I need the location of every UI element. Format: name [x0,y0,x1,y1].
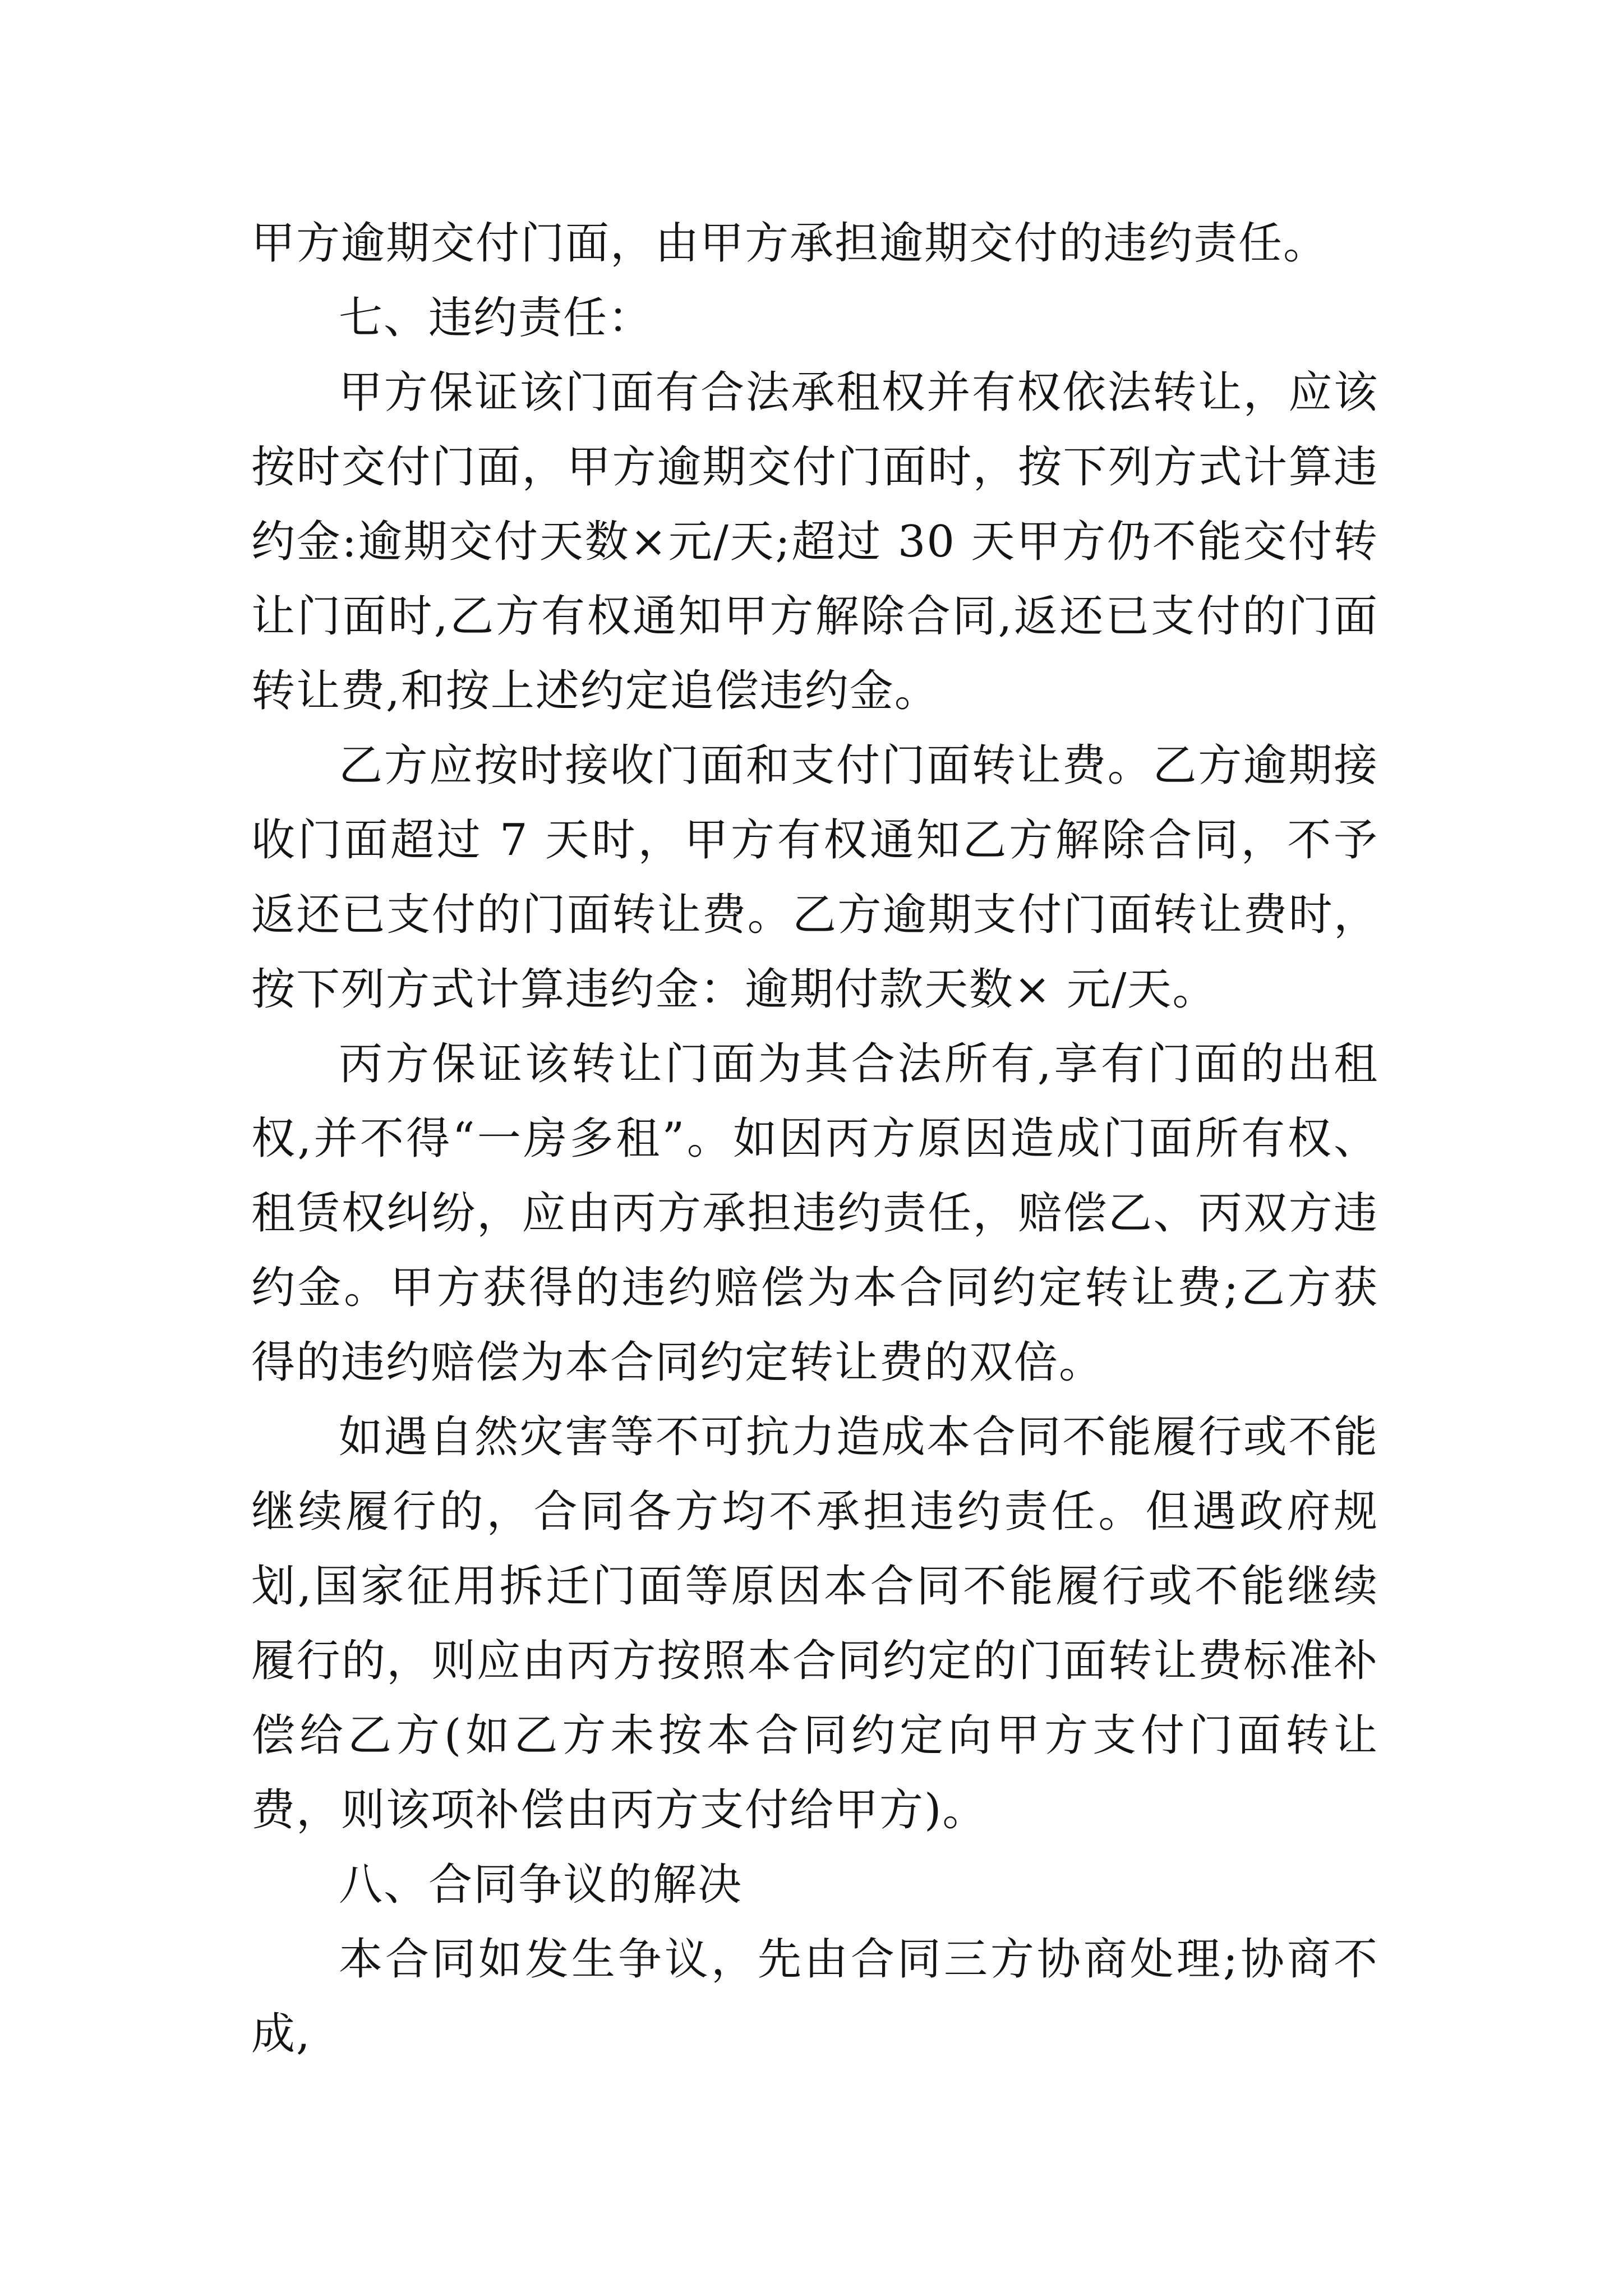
section-heading-dispute-resolution: 八、合同争议的解决 [339,1860,743,1910]
paragraph-overdue-delivery: 甲方逾期交付门面，由甲方承担逾期交付的违约责任。 [251,218,1329,269]
paragraph-dispute-negotiation: 本合同如发生争议，先由合同三方协商处理;协商不成, [251,1934,1378,2059]
paragraph-force-majeure: 如遇自然灾害等不可抗力造成本合同不能履行或不能继续履行的，合同各方均不承担违约责任。但遇政府规划,国家征用拆迁门面等原因本合同不能履行或不能继续履行的，则应由丙方按照本合同约定的门面转让费标准补偿给乙方(如乙方未按本合同约定向甲方支付门面转让费，则该项补偿由丙方支付给甲方)。 [251,1412,1378,1835]
paragraph-party-b-obligations: 乙方应按时接收门面和支付门面转让费。乙方逾期接收门面超过 7 天时，甲方有权通知乙方解除合同，不予返还已支付的门面转让费。乙方逾期支付门面转让费时，按下列方式计算违约金：逾期付款天数× 元/天。 [251,740,1378,1015]
paragraph-party-c-guarantee: 丙方保证该转让门面为其合法所有,享有门面的出租权,并不得“一房多租”。如因丙方原因造成门面所有权、租赁权纠纷，应由丙方承担违约责任，赔偿乙、丙双方违约金。甲方获得的违约赔偿为本合同约定转让费;乙方获得的违约赔偿为本合同约定转让费的双倍。 [251,1039,1378,1388]
document-body [251,206,1378,2072]
paragraph-party-a-guarantee: 甲方保证该门面有合法承租权并有权依法转让，应该按时交付门面，甲方逾期交付门面时，按下列方式计算违约金:逾期交付天数×元/天;超过 30 天甲方仍不能交付转让门面时,乙方有权通知甲方解除合同,返还已支付的门面转让费,和按上述约定追偿违约金。 [251,367,1378,716]
section-heading-breach-liability: 七、违约责任： [339,293,653,343]
